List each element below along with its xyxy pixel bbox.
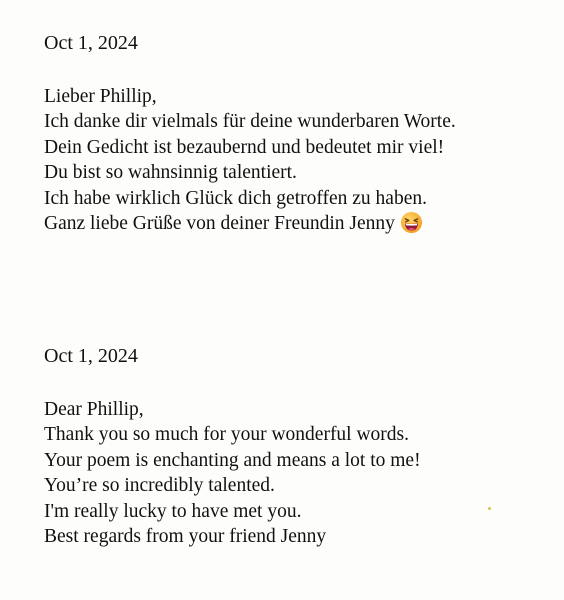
german-signoff: Ganz liebe Grüße von deiner Freundin Jenny — [44, 213, 395, 235]
german-line-thanks: Ich danke dir vielmals für deine wunderbaren Worte. — [44, 111, 456, 133]
grinning-squinting-face-icon — [400, 211, 423, 234]
german-note-date: Oct 1, 2024 — [44, 32, 138, 54]
english-line-talent: You’re so incredibly talented. — [44, 475, 275, 497]
german-signoff-line — [44, 211, 554, 236]
english-line-lucky: I'm really lucky to have met you. — [44, 500, 302, 522]
english-signoff: Best regards from your friend Jenny — [44, 526, 327, 548]
english-note-date: Oct 1, 2024 — [44, 345, 138, 367]
german-line-talent: Du bist so wahnsinnig talentiert. — [44, 162, 297, 184]
english-line-poem: Your poem is enchanting and means a lot to me! — [44, 449, 421, 471]
english-greeting: Dear Phillip, — [44, 399, 144, 420]
german-note — [44, 30, 554, 236]
paper-speck — [488, 507, 491, 510]
english-line-thanks: Thank you so much for your wonderful words. — [44, 424, 410, 446]
german-line-lucky: Ich habe wirklich Glück dich getroffen zu haben. — [44, 187, 427, 209]
german-greeting: Lieber Phillip, — [44, 86, 157, 107]
german-line-poem: Dein Gedicht ist bezaubernd und bedeutet mir viel! — [44, 136, 445, 158]
english-note — [44, 343, 554, 549]
